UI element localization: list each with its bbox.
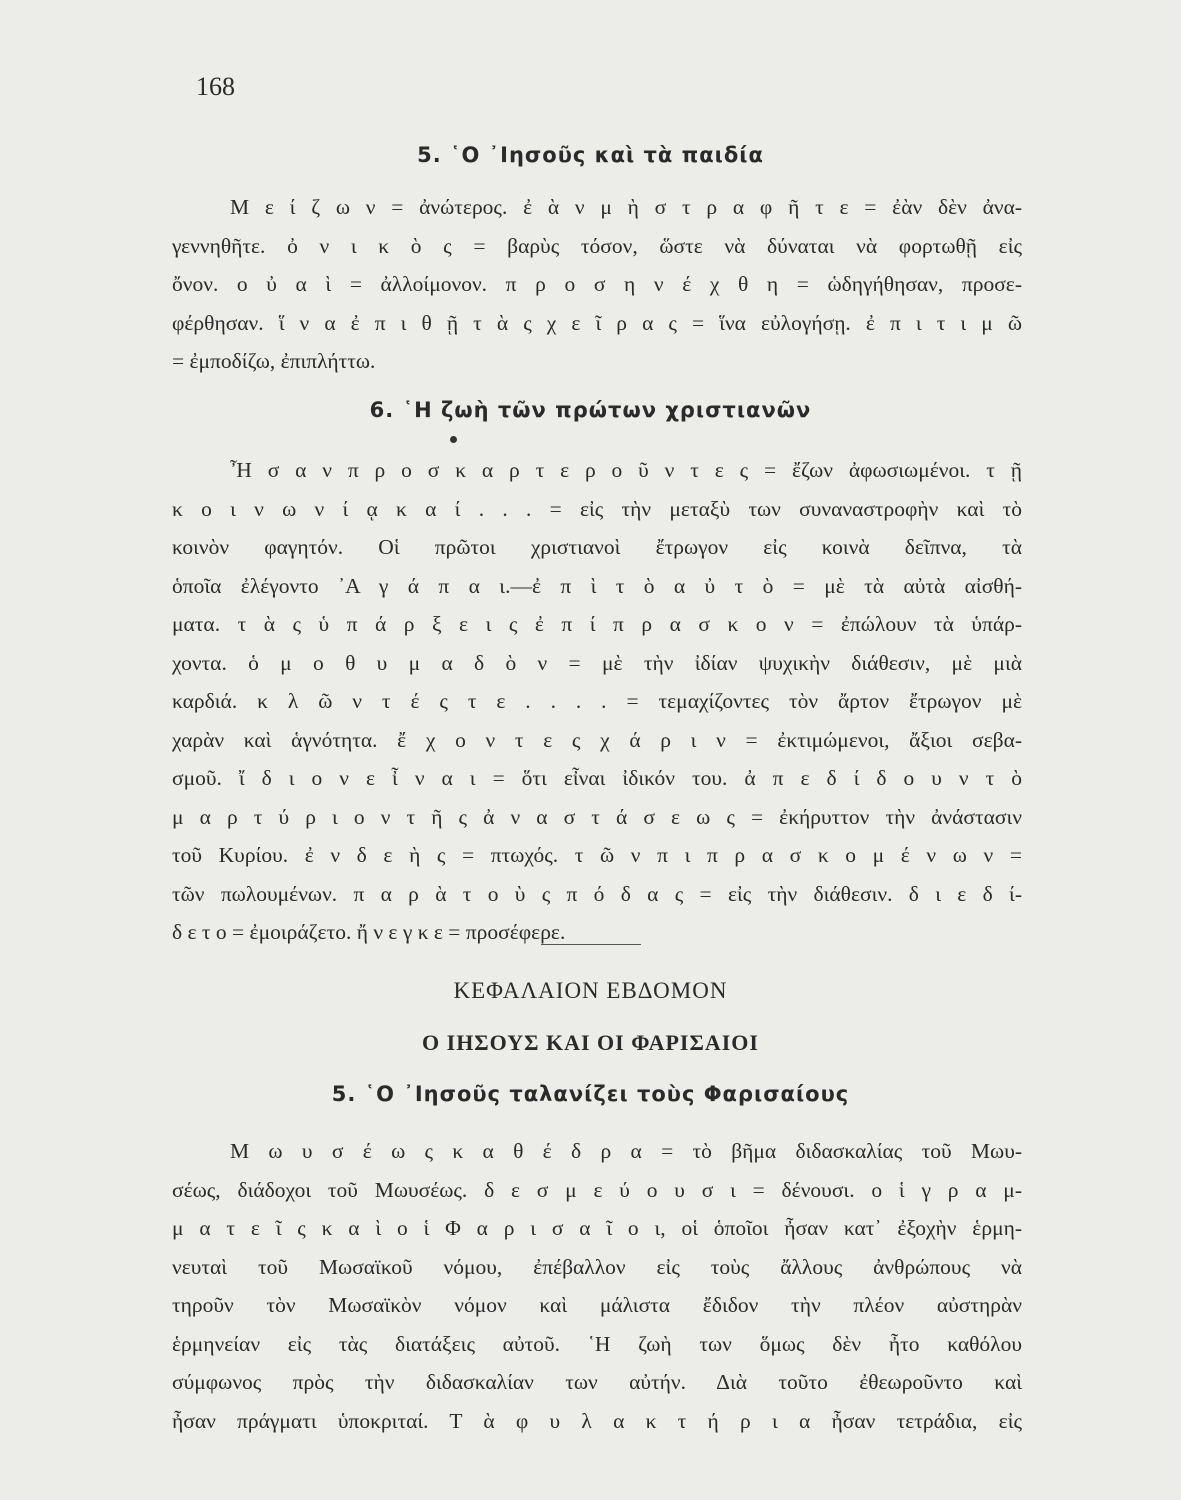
text-line: τηροῦν τὸν Μωσαϊκὸν νόμον καὶ μάλιστα ἔδιδον τὴν πλέον αὐστηρὰν xyxy=(172,1293,1022,1317)
text-line: σέως, διάδοχοι τοῦ Μωυσέως. δ ε σ μ ε ύ ο υ σ ι = δένουσι. ο ἱ γ ρ α μ- xyxy=(172,1177,1022,1202)
section-heading-jesus-rebukes-pharisees: 5. ῾Ο ᾿Ιησοῦς ταλανίζει τοὺς Φαρισαίους xyxy=(331,1082,850,1106)
text-line: νευταὶ τοῦ Μωσαϊκοῦ νόμου, ἐπέβαλλον εἰς τοὺς ἄλλους ἀνθρώπους νὰ xyxy=(172,1254,1022,1279)
text-line: μ α τ ε ῖ ς κ α ὶ ο ἱ Φ α ρ ι σ α ῖ ο ι, οἱ ὁποῖοι ἦσαν κατ᾿ ἐξοχὴν ἑρμη- xyxy=(172,1216,1022,1240)
chapter-title: ΚΕΦΑΛΑΙΟΝ ΕΒΔΟΜΟΝ xyxy=(453,978,728,1003)
glossary-paragraph-3 xyxy=(172,1132,1022,1440)
text-line: χαρὰν καὶ ἁγνότητα. ἔ χ ο ν τ ε ς χ ά ρ ι ν = ἐκτιμώμενοι, ἄξιοι σεβα- xyxy=(172,727,1022,752)
text-line: καρδιά. κ λ ῶ ν τ έ ς τ ε . . . . = τεμαχίζοντες τὸν ἄρτον ἔτρωγον μὲ xyxy=(172,689,1022,713)
text-line: ὄνον. ο ὐ α ὶ = ἀλλοίμονον. π ρ ο σ η ν έ χ θ η = ὡδηγήθησαν, προσε- xyxy=(172,272,1022,296)
text-line: κοινὸν φαγητόν. Οἱ πρῶτοι χριστιανοὶ ἔτρωγον εἰς κοινὰ δεῖπνα, τὰ xyxy=(172,535,1022,559)
glossary-paragraph-1 xyxy=(172,188,1022,381)
text-line: ἑρμηνείαν εἰς τὰς διατάξεις αὐτοῦ. ῾Η ζωὴ των ὅμως δὲν ἦτο καθόλου xyxy=(172,1331,1022,1356)
text-line: ματα. τ ὰ ς ὑ π ά ρ ξ ε ι ς ἐ π ί π ρ α σ κ ο ν = ἐπώλουν τὰ ὑπάρ- xyxy=(172,612,1022,636)
text-line: τῶν πωλουμένων. π α ρ ὰ τ ο ὺ ς π ό δ α ς = εἰς τὴν διάθεσιν. δ ι ε δ ί- xyxy=(172,881,1022,906)
section-divider xyxy=(541,944,641,945)
text-line: ἦσαν πράγματι ὑποκριταί. Τ ὰ φ υ λ α κ τ ή ρ ι α ἦσαν τετράδια, εἰς xyxy=(172,1408,1022,1433)
text-line: μ α ρ τ ύ ρ ι ο ν τ ῆ ς ἀ ν α σ τ ά σ ε ω ς = ἐκήρυττον τὴν ἀνάστασιν xyxy=(172,804,1022,829)
text-line: Μ ε ί ζ ω ν = ἀνώτερος. ἐ ὰ ν μ ὴ σ τ ρ α φ ῆ τ ε = ἐὰν δὲν ἀνα- xyxy=(230,195,1022,219)
glossary-paragraph-2 xyxy=(172,451,1022,952)
text-line: κ ο ι ν ω ν ί ᾳ κ α ί . . . = εἰς τὴν μεταξὺ των συναναστροφὴν καὶ τὸ xyxy=(172,496,1022,521)
text-line: χοντα. ὁ μ ο θ υ μ α δ ὸ ν = μὲ τὴν ἰδίαν ψυχικὴν διάθεσιν, μὲ μιὰ xyxy=(172,650,1022,675)
text-line: τοῦ Κυρίου. ἐ ν δ ε ὴ ς = πτωχός. τ ῶ ν π ι π ρ α σ κ ο μ έ ν ω ν = xyxy=(172,843,1022,867)
text-line: = ἐμποδίζω, ἐπιπλήττω. xyxy=(172,349,376,373)
text-line: Μ ω υ σ έ ω ς κ α θ έ δ ρ α = τὸ βῆμα διδασκαλίας τοῦ Μωυ- xyxy=(230,1139,1022,1163)
ink-dot xyxy=(450,436,457,443)
chapter-subtitle: Ο ΙΗΣΟΥΣ ΚΑΙ ΟΙ ΦΑΡΙΣΑΙΟΙ xyxy=(422,1030,759,1055)
text-line: γεννηθῆτε. ὀ ν ι κ ὸ ς = βαρὺς τόσον, ὥστε νὰ δύναται νὰ φορτωθῇ εἰς xyxy=(172,233,1022,258)
text-line: σμοῦ. ἴ δ ι ο ν ε ἶ ν α ι = ὅτι εἶναι ἰδικόν του. ἀ π ε δ ί δ ο υ ν τ ὸ xyxy=(172,766,1022,790)
page-number: 168 xyxy=(196,72,235,101)
section-heading-life-of-first-christians: 6. ῾Η ζωὴ τῶν πρώτων χριστιανῶν xyxy=(369,398,812,422)
text-line: ὁποῖα ἐλέγοντο ᾿Α γ ά π α ι.—ἐ π ὶ τ ὸ α ὐ τ ὸ = μὲ τὰ αὐτὰ αἰσθή- xyxy=(172,573,1022,598)
text-line: σύμφωνος πρὸς τὴν διδασκαλίαν των αὐτήν. Διὰ τοῦτο ἐθεωροῦντο καὶ xyxy=(172,1370,1022,1394)
text-line: δ ε τ ο = ἐμοιράζετο. ἤ ν ε γ κ ε = προσέφερε. xyxy=(172,920,566,944)
text-line: φέρθησαν. ἵ ν α ἐ π ι θ ῇ τ ὰ ς χ ε ῖ ρ α ς = ἵνα εὐλογήσῃ. ἐ π ι τ ι μ ῶ xyxy=(172,310,1022,335)
text-line: Ἦ σ α ν π ρ ο σ κ α ρ τ ε ρ ο ῦ ν τ ε ς = ἔζων ἀφωσιωμένοι. τ ῇ xyxy=(230,458,1022,482)
section-heading-jesus-and-children: 5. ῾Ο ᾿Ιησοῦς καὶ τὰ παιδία xyxy=(417,143,764,167)
